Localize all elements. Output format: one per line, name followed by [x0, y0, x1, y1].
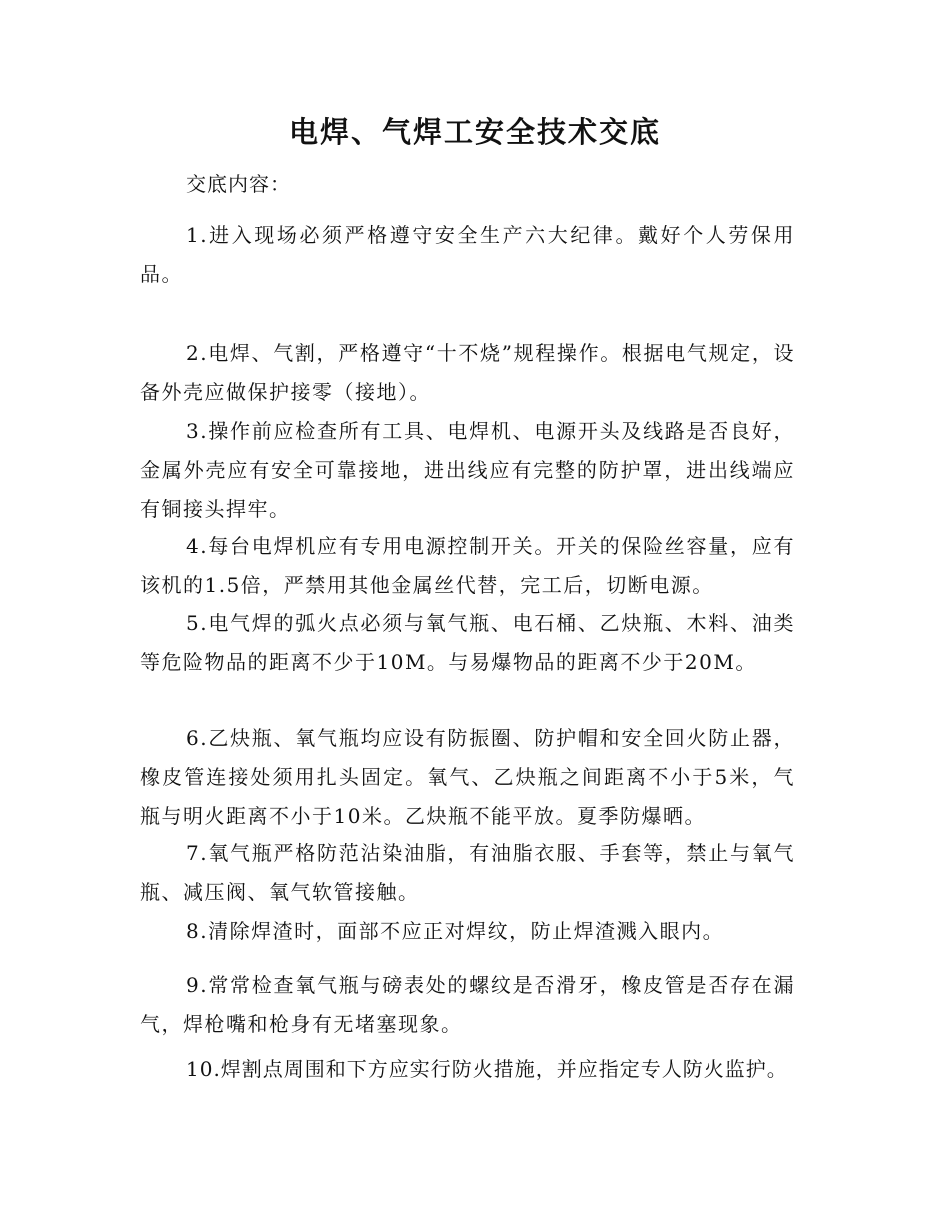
item-3: 3.操作前应检查所有工具、电焊机、电源开头及线路是否良好，金属外壳应有安全可靠接地，进出线应有完整的防护罩，进出线端应有铜接头捍牢。 [140, 419, 795, 521]
document-title: 电焊、气焊工安全技术交底 [288, 115, 661, 149]
item-9: 9.常常检查氧气瓶与磅表处的螺纹是否滑牙，橡皮管是否存在漏气，焊枪嘴和枪身有无堵塞现象。 [140, 973, 795, 1036]
item-5: 5.电气焊的弧火点必须与氧气瓶、电石桶、乙炔瓶、木料、油类等危险物品的距离不少于10M。与易爆物品的距离不少于20M。 [140, 611, 795, 674]
item-8: 8.清除焊渣时，面部不应正对焊纹，防止焊渣溅入眼内。 [186, 919, 725, 943]
item-1: 1.进入现场必须严格遵守安全生产六大纪律。戴好个人劳保用品。 [140, 223, 795, 286]
item-10: 10.焊割点周围和下方应实行防火措施，并应指定专人防火监护。 [186, 1057, 788, 1081]
item-2: 2.电焊、气割，严格遵守“十不烧”规程操作。根据电气规定，设备外壳应做保护接零（接地）。 [140, 341, 795, 404]
item-6: 6.乙炔瓶、氧气瓶均应设有防振圈、防护帽和安全回火防止器，橡皮管连接处须用扎头固定。氧气、乙炔瓶之间距离不小于5米，气瓶与明火距离不小于10米。乙炔瓶不能平放。夏季防爆晒。 [140, 726, 795, 828]
item-7: 7.氧气瓶严格防范沾染油脂，有油脂衣服、手套等，禁止与氧气瓶、减压阀、氧气软管接触。 [140, 841, 795, 904]
intro-label: 交底内容： [186, 172, 291, 196]
item-4: 4.每台电焊机应有专用电源控制开关。开关的保险丝容量，应有该机的1.5倍，严禁用其他金属丝代替，完工后，切断电源。 [140, 534, 795, 597]
